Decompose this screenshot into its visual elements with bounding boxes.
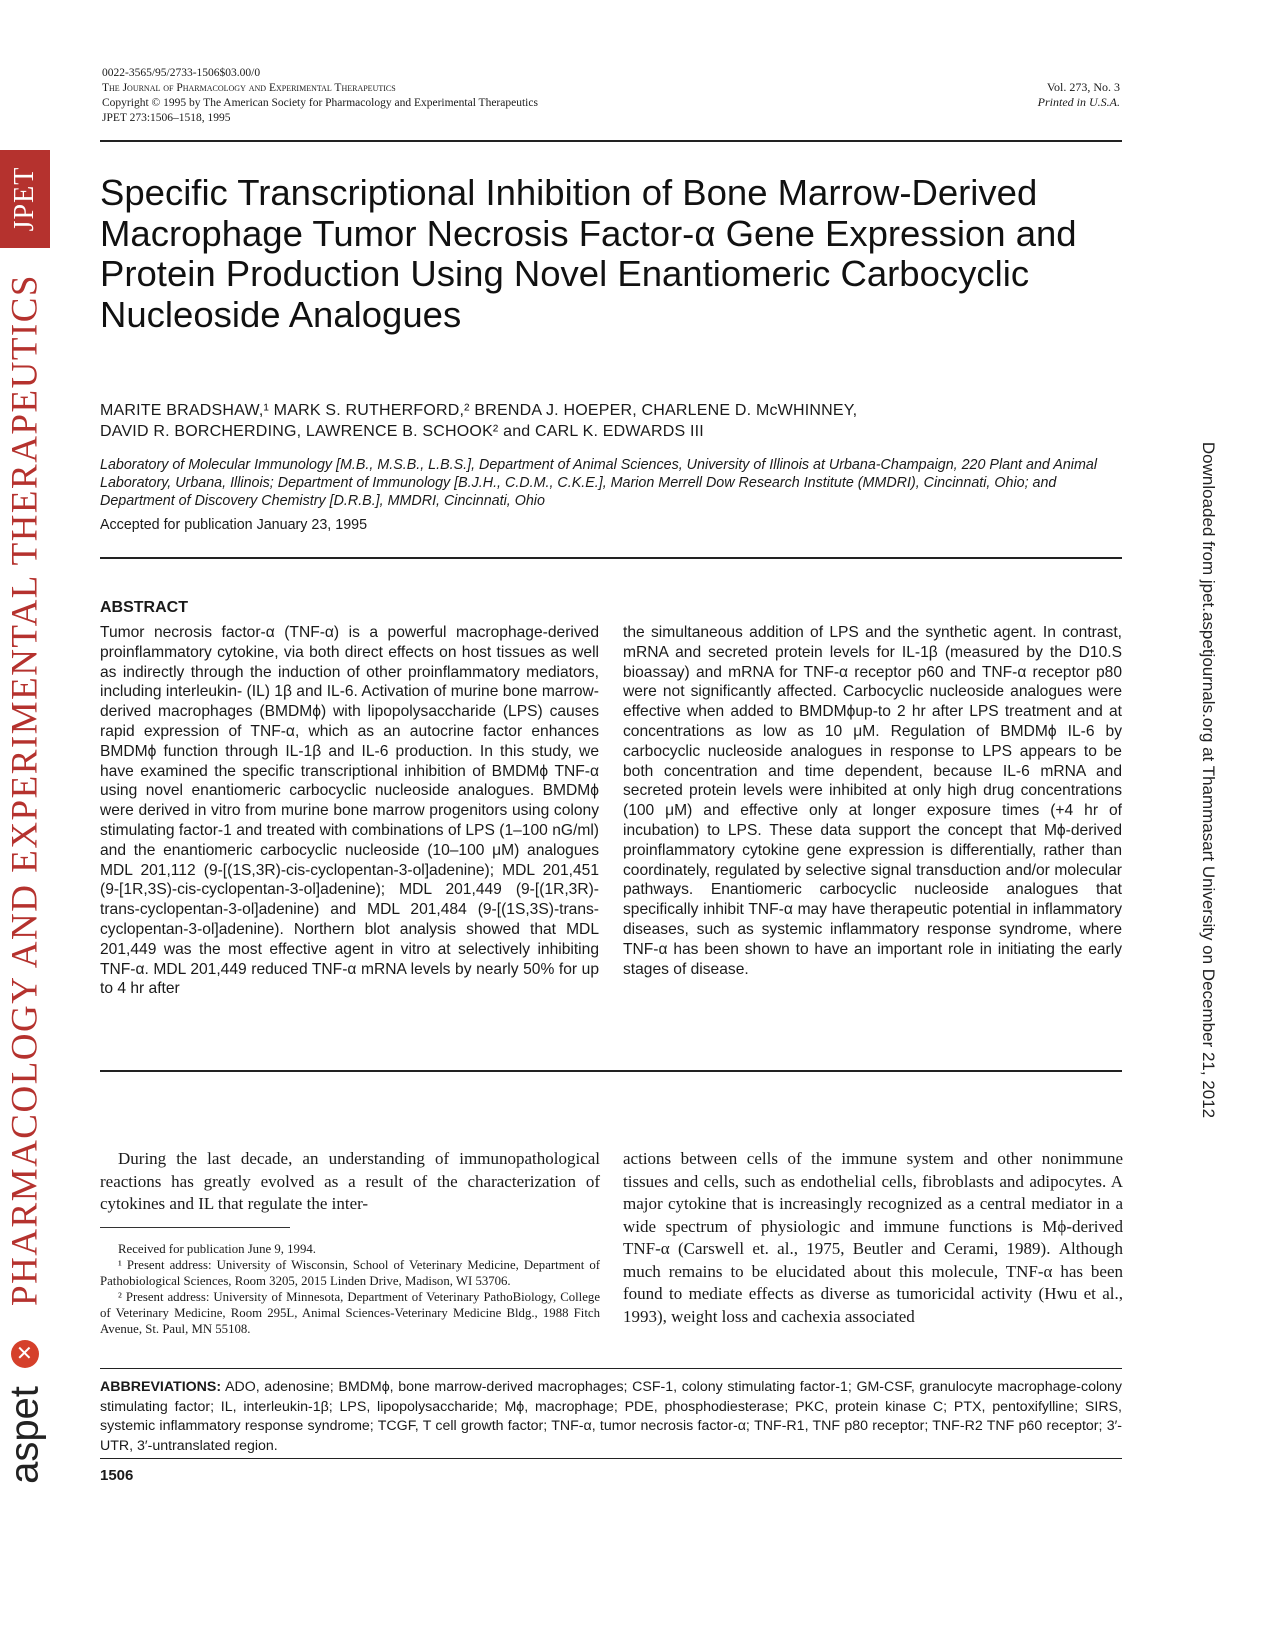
body-right-column [623,1148,1123,1328]
page-number: 1506 [100,1467,134,1484]
footnote-received: Received for publication June 9, 1994. [118,1242,316,1256]
body-left-column [100,1148,600,1216]
header-rule [100,140,1122,142]
article-title: Specific Transcriptional Inhibition of Bone Marrow-Derived Macrophage Tumor Necrosis Factor-α Gene Expression and Protein Production Using Novel Enantiomeric Carbocyclic Nucleoside Analogues [100,172,1077,335]
authors-line-2: DAVID R. BORCHERDING, LAWRENCE B. SCHOOK² and CARL K. EDWARDS III [100,423,704,440]
authors-line-1: MARITE BRADSHAW,¹ MARK S. RUTHERFORD,² BRENDA J. HOEPER, CHARLENE D. McWHINNEY, [100,402,858,419]
abbreviations-label: ABBREVIATIONS: [100,1379,222,1395]
abstract-left-column: Tumor necrosis factor-α (TNF-α) is a powerful macrophage-derived proinflammatory cytokine, via both direct effects on host tissues as well as indirectly through the induction of other proinflammatory mediators, including interleukin- (IL) 1β and IL-6. Activation of murine bone marrow-derived macrophages (BMDMϕ) with lipopolysaccharide (LPS) causes rapid expression of TNF-α, which as an autocrine factor enhances BMDMϕ function through IL-1β and IL-6 production. In this study, we have examined the specific transcriptional inhibition of BMDMϕ TNF-α using novel enantiomeric carbocyclic nucleoside analogues. BMDMϕ were derived in vitro from murine bone marrow progenitors using colony stimulating factor-1 and treated with combinations of LPS (1–100 nG/ml) and the enantiomeric carbocyclic nucleoside (10–100 μM) analogues MDL 201,112 (9-[(1S,3R)-cis-cyclopentan-3-ol]adenine); MDL 201,451 (9-[1R,3S)-cis-cyclopentan-3-ol]adenine); MDL 201,449 (9-[(1R,3R)-trans-cyclopentan-3-ol]adenine) and MDL 201,484 (9-[(1S,3S)-trans-cyclopentan-3-ol]adenine). Northern blot analysis showed that MDL 201,449 was the most effective agent in vitro at selectively inhibiting TNF-α. MDL 201,449 reduced TNF-α mRNA levels by nearly 50% for up to 4 hr after [100,624,599,998]
footnote-rule [100,1227,290,1228]
abstract-top-rule [100,557,1122,559]
volume-number: Vol. 273, No. 3 [1046,80,1120,94]
jpet-banner [0,150,50,248]
aspet-logo-icon [11,1340,39,1368]
author-list [100,400,1120,442]
footnote-2: ² Present address: University of Minnesota, Department of Veterinary PathoBiology, College of Veterinary Medicine, Room 295L, Animal Sciences-Veterinary Medicine Bldg., 1988 Fitch Avenue, St. Paul, MN 55108. [100,1290,600,1336]
article-header-info [102,66,538,126]
journal-name-vertical: PHARMACOLOGY AND EXPERIMENTAL THERAPEUTICS [4,273,46,1307]
download-note: Downloaded from jpet.aspetjournals.org at Thammasart University on December 21, 2012 [1199,441,1218,1119]
abstract-heading: ABSTRACT [100,599,188,616]
accepted-date: Accepted for publication January 23, 1995 [100,517,368,533]
volume-info [1038,80,1120,110]
citation-line: JPET 273:1506–1518, 1995 [102,112,231,124]
body-paragraph: During the last decade, an understanding of immunopathological reactions has greatly evolved as a result of the characterization of cytokines and IL that regulate the inter- [100,1149,600,1213]
body-paragraph: actions between cells of the immune system and other nonimmune tissues and cells, such as endothelial cells, fibroblasts and adipocytes. A major cytokine that is increasingly recognized as a central mediator in a wide spectrum of physiologic and immune functions is Mϕ-derived TNF-α (Carswell et. al., 1975, Beutler and Cerami, 1989). Although much remains to be elucidated about this molecule, TNF-α has been found to mediate effects as diverse as tumoricidal activity (Hwu et al., 1993), weight loss and cachexia associated [623,1149,1123,1326]
printed-location: Printed in U.S.A. [1037,95,1120,109]
footnotes [100,1241,600,1337]
affiliation: Laboratory of Molecular Immunology [M.B., M.S.B., L.B.S.], Department of Animal Sciences, University of Illinois at Urbana-Champaign, 220 Plant and Animal Laboratory, Urbana, Illinois; Department of Immunology [B.J.H., C.D.M., C.K.E.], Marion Merrell Dow Research Institute (MMDRI), Cincinnati, Ohio; and Department of Discovery Chemistry [D.R.B.], MMDRI, Cincinnati, Ohio [100,457,1097,509]
abbreviations [100,1378,1122,1456]
jpet-label: JPET [9,166,40,232]
abbreviations-top-rule [100,1368,1122,1369]
abbreviations-bottom-rule [100,1458,1122,1459]
footnote-1: ¹ Present address: University of Wisconsin, School of Veterinary Medicine, Department of Pathobiological Sciences, Room 3205, 2015 Linden Drive, Madison, WI 53706. [100,1258,600,1288]
abstract-right-column: the simultaneous addition of LPS and the synthetic agent. In contrast, mRNA and secreted protein levels for IL-1β (measured by the D10.S bioassay) and mRNA for TNF-α receptor p60 and TNF-α receptor p80 were not significantly affected. Carbocyclic nucleoside analogues were effective when added to BMDMϕup-to 2 hr after LPS treatment and at concentrations as low as 10 μM. Regulation of BMDMϕ IL-6 by carbocyclic nucleoside analogues in response to LPS appears to be both concentration and time dependent, because IL-6 mRNA and secreted protein levels were inhibited at only high drug concentrations (100 μM) and effective only at longer exposure times (+4 hr of incubation) to LPS. These data support the concept that Mϕ-derived proinflammatory cytokine gene expression is differentially, rather than coordinately, regulated by selective signal transduction and/or molecular pathways. Enantiomeric carbocyclic nucleoside analogues that specifically inhibit TNF-α may have therapeutic potential in inflammatory diseases, such as systemic inflammatory response syndrome, where TNF-α has been shown to have an important role in initiating the early stages of disease. [623,624,1122,978]
abbreviations-text: ADO, adenosine; BMDMϕ, bone marrow-derived macrophages; CSF-1, colony stimulating factor-1; GM-CSF, granulocyte macrophage-colony stimulating factor; IL, interleukin-1β; LPS, lipopolysaccharide; Mϕ, macrophage; PDE, phosphodiesterase; PKC, protein kinase C; PTX, pentoxifylline; SIRS, systemic inflammatory response syndrome; TCGF, T cell growth factor; TNF-α, tumor necrosis factor-α; TNF-R1, TNF p80 receptor; TNF-R2 TNF p60 receptor; 3′-UTR, 3′-untranslated region. [100,1379,1122,1454]
article-code: 0022-3565/95/2733-1506$03.00/0 [102,67,261,79]
abstract-bottom-rule [100,1070,1122,1072]
aspet-logo-text: aspet [2,1386,47,1484]
copyright-line: Copyright © 1995 by The American Society for Pharmacology and Experimental Therapeutics [102,97,538,109]
journal-title: The Journal of Pharmacology and Experimental Therapeutics [102,82,396,94]
